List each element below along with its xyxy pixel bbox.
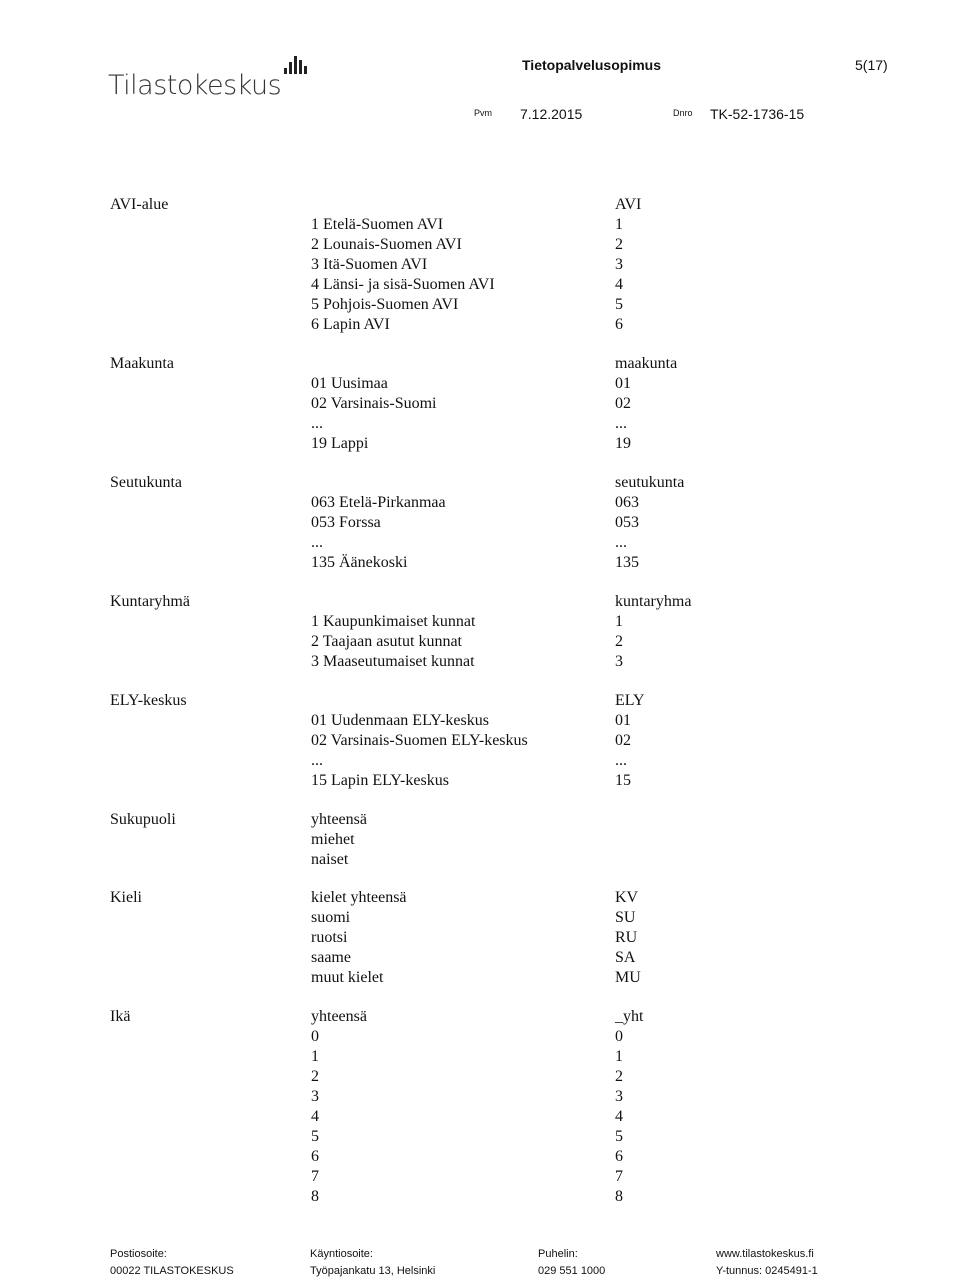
- code-item: 5: [615, 296, 623, 313]
- code-item: 1: [615, 1048, 623, 1065]
- list-item: 135 Äänekoski: [311, 554, 408, 571]
- code-item: 3: [615, 1088, 623, 1105]
- list-item: saame: [311, 949, 351, 966]
- list-item: ...: [311, 534, 323, 551]
- list-item: yhteensä: [311, 811, 367, 828]
- code-item: 063: [615, 494, 639, 511]
- code-item: 5: [615, 1128, 623, 1145]
- list-item: 4: [311, 1108, 319, 1125]
- names-list: [311, 612, 475, 672]
- list-item: 053 Forssa: [311, 514, 381, 531]
- code-item: SU: [615, 909, 636, 926]
- list-item: 3 Itä-Suomen AVI: [311, 256, 428, 273]
- code-header: ELY: [615, 692, 645, 709]
- list-item: 01 Uudenmaan ELY-keskus: [311, 712, 489, 729]
- footer-postal: [110, 1246, 234, 1280]
- list-item: muut kielet: [311, 969, 384, 986]
- list-item: 3 Maaseutumaiset kunnat: [311, 653, 475, 670]
- list-item: miehet: [311, 831, 355, 848]
- code-header: maakunta: [615, 355, 678, 372]
- list-item: 1: [311, 1048, 319, 1065]
- list-item: 5: [311, 1128, 319, 1145]
- logo-bars-icon: [283, 54, 309, 76]
- codes-list: [615, 215, 623, 335]
- list-item: 1 Kaupunkimaiset kunnat: [311, 613, 476, 630]
- list-item: 0: [311, 1028, 319, 1045]
- footer-visit: [310, 1246, 435, 1280]
- code-item: 4: [615, 1108, 623, 1125]
- code-item: 01: [615, 712, 631, 729]
- code-item: 053: [615, 514, 639, 531]
- list-item: 2 Lounais-Suomen AVI: [311, 236, 462, 253]
- names-list: [311, 1007, 367, 1207]
- list-item: 8: [311, 1188, 319, 1205]
- names-list: [311, 493, 446, 573]
- code-item: RU: [615, 929, 638, 946]
- list-item: ruotsi: [311, 929, 348, 946]
- code-item: 15: [615, 772, 631, 789]
- footer-ytunnus: Y-tunnus: 0245491-1: [716, 1265, 818, 1277]
- names-list: [311, 215, 495, 335]
- list-item: naiset: [311, 851, 349, 868]
- code-item: 3: [615, 653, 623, 670]
- section-label: Maakunta: [110, 355, 174, 372]
- names-list: [311, 711, 528, 791]
- code-item: 6: [615, 316, 623, 333]
- code-item: 2: [615, 633, 623, 650]
- codes-list: [615, 374, 631, 454]
- code-item: ...: [615, 415, 627, 432]
- footer-visit-value: Työpajankatu 13, Helsinki: [310, 1265, 436, 1277]
- code-item: _yht: [615, 1008, 644, 1025]
- code-item: 1: [615, 216, 623, 233]
- code-item: 3: [615, 256, 623, 273]
- section-label: ELY-keskus: [110, 692, 187, 709]
- code-header: kuntaryhma: [615, 593, 692, 610]
- footer-postal-label: Postiosoite:: [110, 1248, 167, 1260]
- code-item: ...: [615, 534, 627, 551]
- code-item: 0: [615, 1028, 623, 1045]
- code-item: 1: [615, 613, 623, 630]
- list-item: 5 Pohjois-Suomen AVI: [311, 296, 459, 313]
- code-item: MU: [615, 969, 641, 986]
- document-type: Tietopalvelusopimus: [522, 57, 661, 73]
- document-date: 7.12.2015: [520, 106, 583, 122]
- logo-text: Tilastokeskus: [108, 70, 282, 101]
- footer-phone-label: Puhelin:: [538, 1248, 578, 1260]
- names-list: [311, 374, 436, 454]
- list-item: 7: [311, 1168, 319, 1185]
- list-item: ...: [311, 415, 323, 432]
- list-item: 2: [311, 1068, 319, 1085]
- names-list: [311, 810, 367, 870]
- codes-list: [615, 1007, 643, 1207]
- list-item: ...: [311, 752, 323, 769]
- document-number: TK-52-1736-15: [710, 106, 805, 122]
- code-item: SA: [615, 949, 636, 966]
- list-item: 02 Varsinais-Suomi: [311, 395, 437, 412]
- section-label: Ikä: [110, 1008, 131, 1025]
- list-item: 3: [311, 1088, 319, 1105]
- codes-list: [615, 888, 641, 988]
- list-item: 4 Länsi- ja sisä-Suomen AVI: [311, 276, 495, 293]
- pvm-label: Pvm: [474, 108, 492, 118]
- code-header: seutukunta: [615, 474, 685, 491]
- code-item: 02: [615, 732, 631, 749]
- code-item: 2: [615, 1068, 623, 1085]
- list-item: 6 Lapin AVI: [311, 316, 390, 333]
- list-item: kielet yhteensä: [311, 889, 407, 906]
- names-list: [311, 888, 407, 988]
- code-item: 8: [615, 1188, 623, 1205]
- code-item: 19: [615, 435, 631, 452]
- code-item: ...: [615, 752, 627, 769]
- list-item: 02 Varsinais-Suomen ELY-keskus: [311, 732, 528, 749]
- list-item: 01 Uusimaa: [311, 375, 388, 392]
- footer-phone-value: 029 551 1000: [538, 1265, 606, 1277]
- footer-web: [716, 1246, 818, 1280]
- section-label: Seutukunta: [110, 474, 182, 491]
- code-item: 4: [615, 276, 623, 293]
- footer-website-link[interactable]: www.tilastokeskus.fi: [716, 1248, 814, 1260]
- list-item: 6: [311, 1148, 319, 1165]
- list-item: yhteensä: [311, 1008, 367, 1025]
- section-label: Kuntaryhmä: [110, 593, 190, 610]
- list-item: suomi: [311, 909, 351, 926]
- dnro-label: Dnro: [673, 108, 693, 118]
- code-item: 7: [615, 1168, 623, 1185]
- list-item: 19 Lappi: [311, 435, 369, 452]
- code-item: 02: [615, 395, 631, 412]
- code-item: 135: [615, 554, 639, 571]
- list-item: 2 Taajaan asutut kunnat: [311, 633, 462, 650]
- section-label: Kieli: [110, 889, 142, 906]
- code-item: 6: [615, 1148, 623, 1165]
- section-label: AVI-alue: [110, 196, 169, 213]
- code-item: 2: [615, 236, 623, 253]
- codes-list: [615, 612, 623, 672]
- section-label: Sukupuoli: [110, 811, 176, 828]
- page-number: 5(17): [855, 57, 888, 73]
- code-header: AVI: [615, 196, 642, 213]
- footer-phone: [538, 1246, 605, 1280]
- list-item: 063 Etelä-Pirkanmaa: [311, 494, 446, 511]
- list-item: 1 Etelä-Suomen AVI: [311, 216, 444, 233]
- codes-list: [615, 711, 631, 791]
- code-item: 01: [615, 375, 631, 392]
- list-item: 15 Lapin ELY-keskus: [311, 772, 449, 789]
- codes-list: [615, 493, 639, 573]
- code-item: KV: [615, 889, 639, 906]
- footer-postal-value: 00022 TILASTOKESKUS: [110, 1265, 234, 1277]
- footer-visit-label: Käyntiosoite:: [310, 1248, 373, 1260]
